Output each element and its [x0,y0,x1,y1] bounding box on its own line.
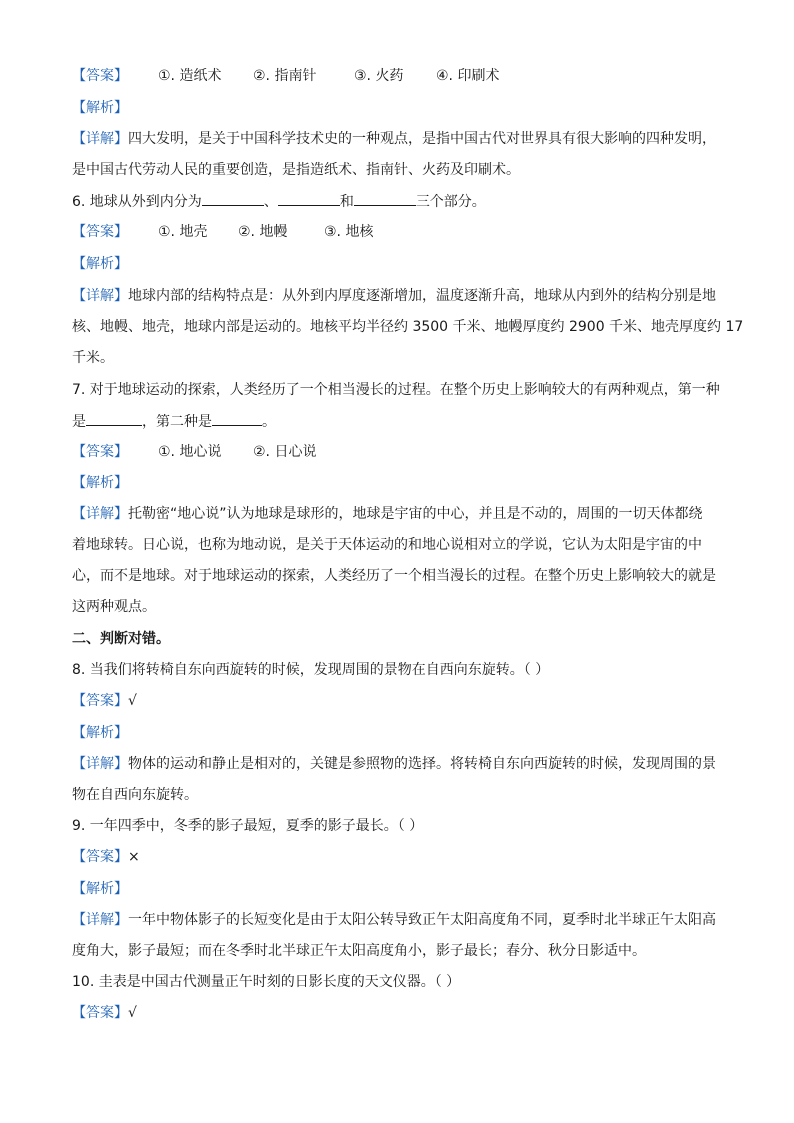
answer-blank [354,192,416,206]
question-text: 6. 地球从外到内分为 [72,194,202,210]
section-title: 二、判断对错。 [72,631,170,647]
answer-option: ②. 地幔 [238,224,288,240]
answer-blank [212,412,262,426]
q6-detail-line [72,349,754,367]
answer-mark: × [128,849,140,865]
answer-option: ①. 地心说 [158,444,222,460]
q7-question [72,412,754,431]
answer-option: ③. 火药 [354,68,404,84]
q8-detail-line [72,786,754,804]
q7-detail-line [72,598,754,616]
q8-detail-line [72,755,754,773]
detail-text: 地球内部的结构特点是：从外到内厚度逐渐增加，温度逐渐升高，地球从内到外的结构分别是地 [128,288,716,304]
q8-analysis-line [72,724,754,742]
q5-analysis-line [72,99,754,117]
answer-tag: 【答案】 [72,849,128,865]
q7-answer-line [72,443,754,461]
question-text: 。 [262,414,276,430]
detail-text: 一年中物体影子的长短变化是由于太阳公转导致正午太阳高度角不同，夏季时北半球正午太阳高 [128,912,716,928]
answer-option: ②. 日心说 [253,444,317,460]
detail-text: 托勒密“地心说”认为地球是球形的，地球是宇宙的中心，并且是不动的，周围的一切天体都绕 [128,506,703,522]
answer-tag: 【答案】 [72,444,128,460]
q8-question: 8. 当我们将转椅自东向西旋转的时候，发现周围的景物在自西向东旋转。（ ） [72,662,550,678]
analysis-tag: 【解析】 [72,100,128,116]
answer-blank [86,412,142,426]
q9-analysis-line [72,880,754,898]
q9-detail-line [72,942,754,960]
q6-detail-line [72,318,754,336]
answer-blank [278,192,340,206]
detail-tag: 【详解】 [72,756,128,772]
detail-text: 是中国古代劳动人民的重要创造，是指造纸术、指南针、火药及印刷术。 [72,162,520,178]
question-text: 是 [72,414,86,430]
question-text: ，第二种是 [142,414,212,430]
detail-text: 心，而不是地球。对于地球运动的探索，人类经历了一个相当漫长的过程。在整个历史上影响较大的就是 [72,568,716,584]
answer-mark: √ [128,693,137,709]
q7-question [72,381,754,399]
analysis-tag: 【解析】 [72,475,128,491]
question-text: 、 [263,194,278,210]
question-text: 和 [339,194,354,210]
analysis-tag: 【解析】 [72,725,128,741]
detail-tag: 【详解】 [72,506,128,522]
detail-tag: 【详解】 [72,912,128,928]
q6-answer-line [72,223,754,241]
detail-text: 千米。 [72,350,114,366]
detail-text: 四大发明，是关于中国科学技术史的一种观点，是指中国古代对世界具有很大影响的四种发明， [128,131,716,147]
q7-detail-line [72,505,754,523]
answer-tag: 【答案】 [72,1005,128,1021]
analysis-tag: 【解析】 [72,881,128,897]
detail-text: 核、地幔、地壳，地球内部是运动的。地核平均半径约 3500 千米、地幔厚度约 2900 千米、地壳厚度约 17 [72,319,744,335]
detail-text: 这两种观点。 [72,599,156,615]
q5-answer-line [72,67,754,85]
q9-question: 9. 一年四季中，冬季的影子最短，夏季的影子最长。（ ） [72,818,424,834]
detail-text: 着地球转。日心说，也称为地动说，是关于天体运动的和地心说相对立的学说，它认为太阳是宇宙的中 [72,537,702,553]
q6-analysis-line [72,255,754,273]
q10-question: 10. 圭表是中国古代测量正午时刻的日影长度的天文仪器。（ ） [72,974,461,990]
q8-answer-line [72,692,754,710]
q6-question [72,192,754,211]
q9-answer-line [72,848,754,866]
q7-detail-line [72,536,754,554]
question-text: 三个部分。 [415,194,486,210]
q6-detail-line [72,287,754,305]
answer-tag: 【答案】 [72,68,128,84]
answer-option: ③. 地核 [324,224,374,240]
detail-tag: 【详解】 [72,288,128,304]
answer-option: ①. 地壳 [158,224,208,240]
q9-detail-line [72,911,754,929]
answer-option: ④. 印刷术 [436,68,500,84]
detail-tag: 【详解】 [72,131,128,147]
answer-tag: 【答案】 [72,693,128,709]
answer-mark: √ [128,1005,137,1021]
answer-blank [202,192,264,206]
detail-text: 物体的运动和静止是相对的，关键是参照物的选择。将转椅自东向西旋转的时候，发现周围的景 [128,756,716,772]
q5-detail-line [72,161,754,179]
answer-option: ①. 造纸术 [158,68,222,84]
q5-detail-line [72,130,754,148]
q7-detail-line [72,567,754,585]
q7-analysis-line [72,474,754,492]
analysis-tag: 【解析】 [72,256,128,272]
answer-tag: 【答案】 [72,224,128,240]
detail-text: 度角大，影子最短；而在冬季时北半球正午太阳高度角小，影子最长；春分、秋分日影适中。 [72,943,646,959]
q10-answer-line [72,1004,754,1022]
question-text: 7. 对于地球运动的探索，人类经历了一个相当漫长的过程。在整个历史上影响较大的有两种观点，第一种 [72,382,720,398]
answer-option: ②. 指南针 [253,68,317,84]
detail-text: 物在自西向东旋转。 [72,787,198,803]
